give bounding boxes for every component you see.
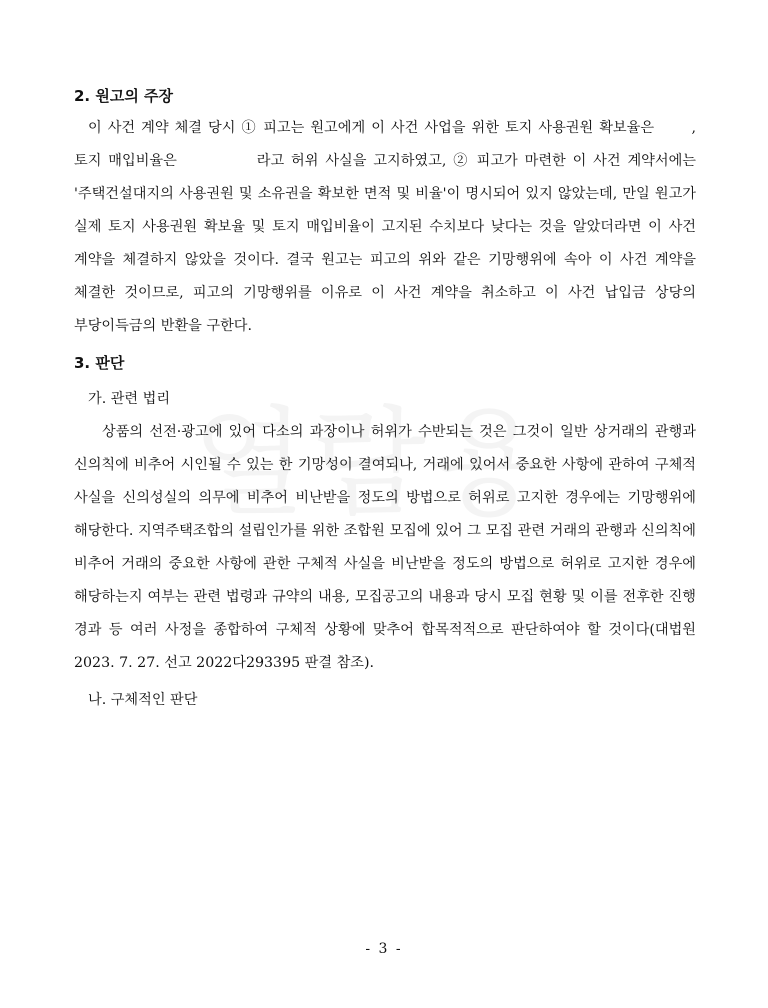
section-heading-plaintiff-claim: 2. 원고의 주장 (74, 87, 174, 105)
subsection-heading-specific-judgment: 나. 구체적인 판단 (88, 692, 198, 708)
document-body (74, 80, 696, 717)
section-judgment (74, 347, 696, 717)
page-number: - 3 - (365, 941, 403, 957)
subsection-heading-legal-principles: 가. 관련 법리 (88, 391, 171, 407)
section-heading-judgment: 3. 판단 (74, 354, 125, 372)
legal-principles-paragraph: 상품의 선전·광고에 있어 다소의 과장이나 허위가 수반되는 것은 그것이 일반 상거래의 관행과 신의칙에 비추어 시인될 수 있는 한 기망성이 결여되나, 거래에 있어서 중요한 사항에 관하여 구체적 사실을 신의성실의 의무에 비추어 비난받을 정도의 방법으로 허위로 고지한 경우에는 기망행위에 해당한다. 지역주택조합의 설립인가를 위한 조합원 모집에 있어 그 모집 관련 거래의 관행과 신의칙에 비추어 거래의 중요한 사항에 관한 구체적 사실을 비난받을 정도의 방법으로 허위로 고지한 경우에 해당하는지 여부는 관련 법령과 규약의 내용, 모집공고의 내용과 당시 모집 현황 및 이를 전후한 진행 경과 등 여러 사정을 종합하여 구체적 상황에 맞추어 합목적적으로 판단하여야 할 것이다(대법원 2023. 7. 27. 선고 2022다293395 판결 참조). (74, 424, 696, 671)
plaintiff-claim-paragraph: 이 사건 계약 체결 당시 ① 피고는 원고에게 이 사건 사업을 위한 토지 사용권원 확보율은 , 토지 매입비율은 라고 허위 사실을 고지하였고, ② 피고가 마련한 이 사건 계약서에는 '주택건설대지의 사용권원 및 소유권을 확보한 면적 및 비율'이 명시되어 있지 않았는데, 만일 원고가 실제 토지 사용권원 확보율 및 토지 매입비율이 고지된 수치보다 낮다는 것을 알았더라면 이 사건 계약을 체결하지 않았을 것이다. 결국 원고는 피고의 위와 같은 기망행위에 속아 이 사건 계약을 체결한 것이므로, 피고의 기망행위를 이유로 이 사건 계약을 취소하고 이 사건 납입금 상당의 부당이득금의 반환을 구한다. (74, 120, 696, 334)
section-plaintiff-claim (74, 80, 696, 343)
